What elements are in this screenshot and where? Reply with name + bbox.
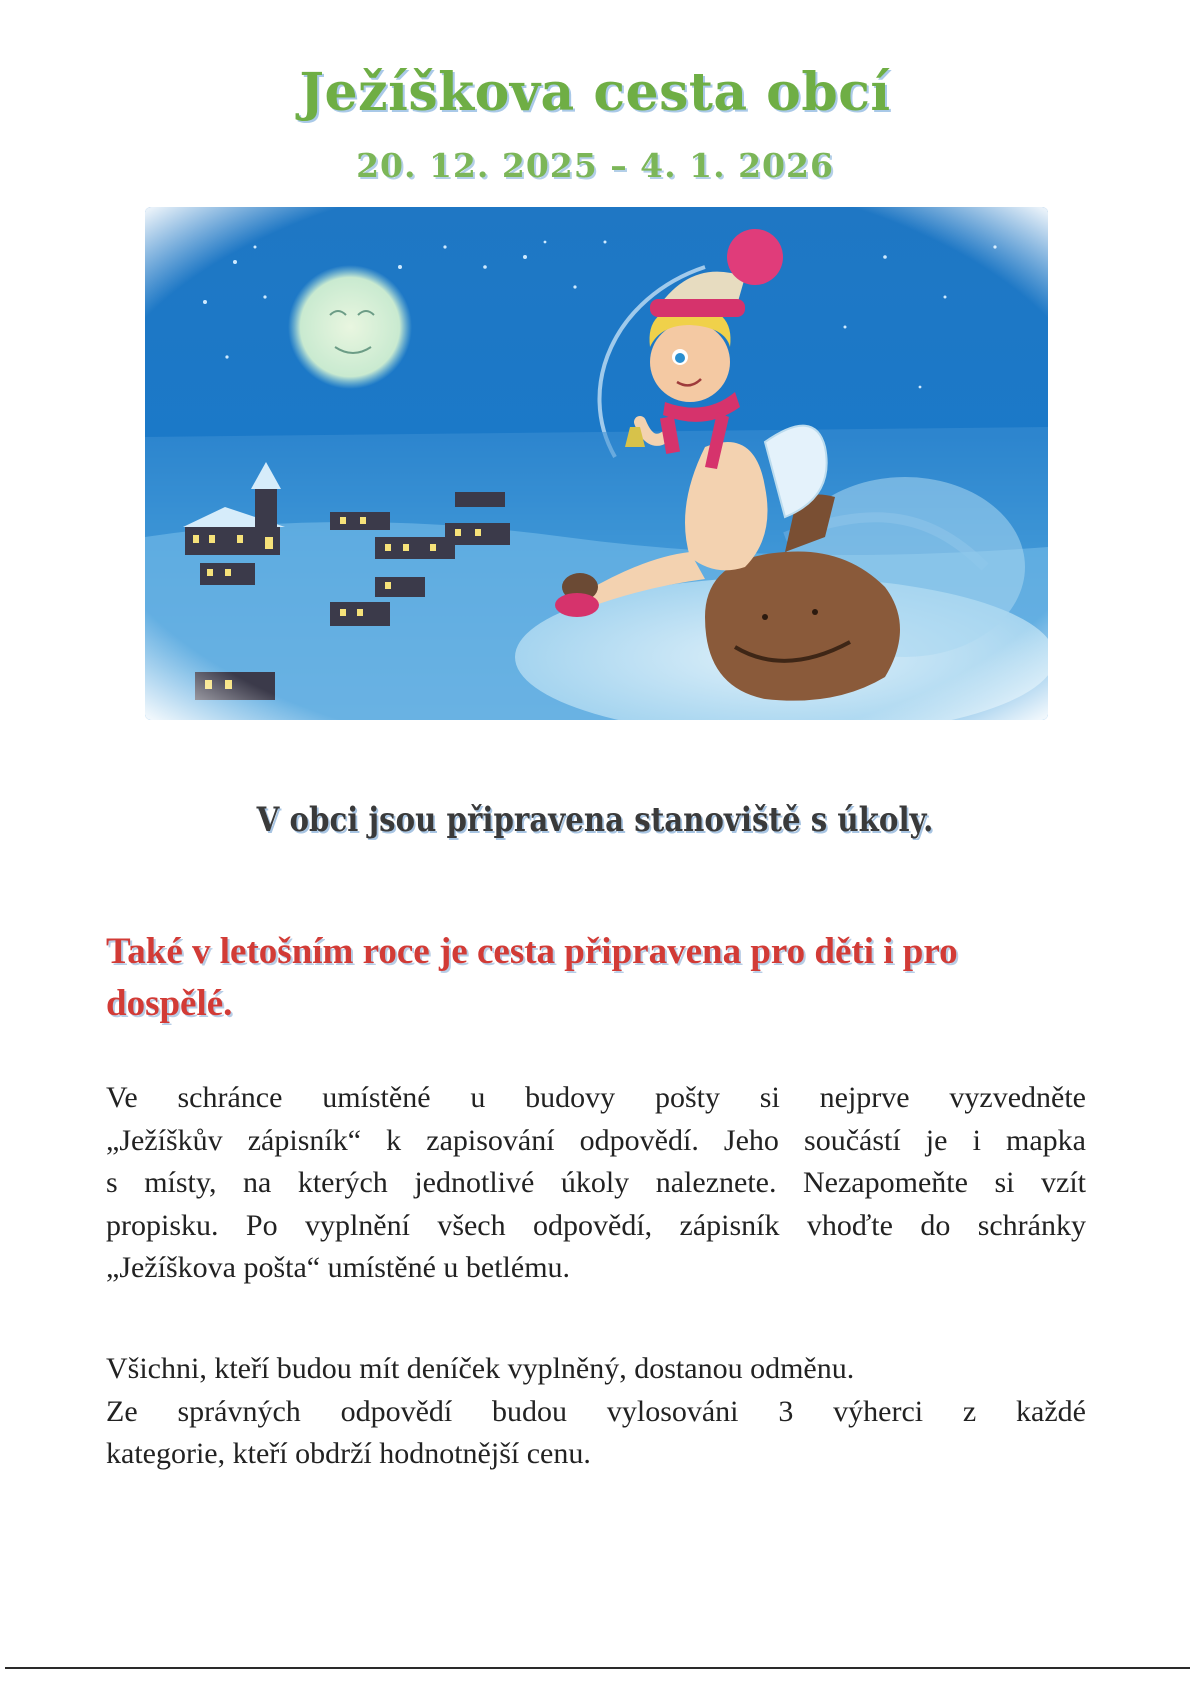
audience-heading bbox=[106, 926, 1086, 1030]
audience-heading-line: Také v letošním roce je cesta připravena pro děti i pro bbox=[106, 931, 958, 972]
paragraph-line: Ze správných odpovědí budou vylosováni 3 výherci z každé bbox=[106, 1394, 1086, 1428]
angel-illustration bbox=[145, 207, 1048, 720]
paragraph-line: „Ježíškova pošta“ umístěné u betlému. bbox=[106, 1251, 571, 1284]
paragraph-line: propisku. Po vyplnění všech odpovědí, zápisník vhoďte do schránky bbox=[106, 1208, 1086, 1242]
audience-heading-line: dospělé. bbox=[106, 983, 233, 1024]
stations-heading: V obci jsou připravena stanoviště s úkoly. bbox=[256, 800, 934, 840]
reward-paragraph bbox=[106, 1348, 1086, 1476]
date-range: 20. 12. 2025 – 4. 1. 2026 bbox=[356, 146, 834, 185]
instructions-paragraph bbox=[106, 1077, 1086, 1290]
paragraph-line: Ve schránce umístěné u budovy pošty si nejprve vyzvedněte bbox=[106, 1081, 1086, 1114]
page-title: Ježíškova cesta obcí bbox=[299, 62, 891, 123]
bottom-divider bbox=[5, 1667, 1190, 1669]
paragraph-line: kategorie, kteří obdrží hodnotnější cenu. bbox=[106, 1437, 591, 1470]
paragraph-line: Všichni, kteří budou mít deníček vyplněný, dostanou odměnu. bbox=[106, 1352, 855, 1385]
paragraph-line: s místy, na kterých jednotlivé úkoly naleznete. Nezapomeňte si vzít bbox=[106, 1166, 1086, 1199]
paragraph-line: „Ježíškův zápisník“ k zapisování odpovědí. Jeho součástí je i mapka bbox=[106, 1123, 1086, 1157]
